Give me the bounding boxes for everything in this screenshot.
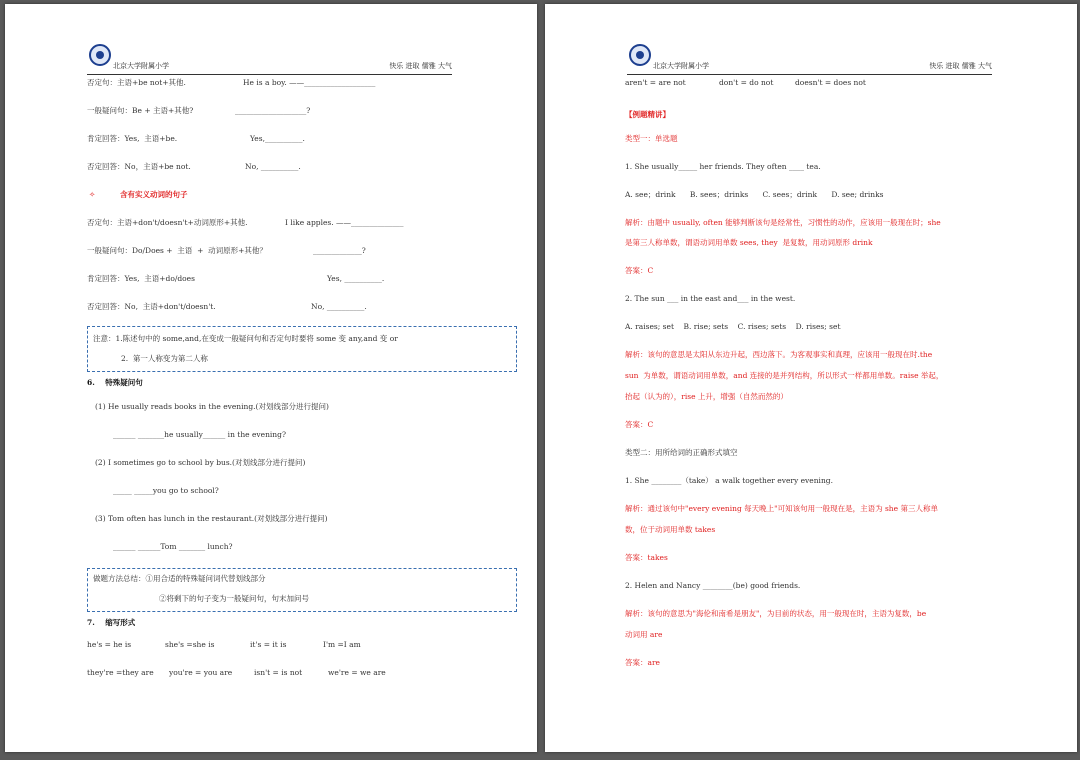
rule-question-blank: ___________________? xyxy=(235,106,311,115)
example-1-options: A. see；drink B. sees；drinks C. sees；drink D. see; drinks xyxy=(625,190,884,199)
rule-verb-no: 否定回答：No, 主语+don't/doesn't. xyxy=(87,302,216,311)
contraction: she's =she is xyxy=(165,640,215,649)
contraction: they're =they are xyxy=(87,668,154,677)
rule-negative-example: He is a boy. ——___________________ xyxy=(243,78,376,87)
example-2-explanation: 抬起（认为的），rise 上升，增强（自然而然的） xyxy=(625,392,788,401)
heading-contractions: 7. 缩写形式 xyxy=(87,618,136,627)
page-header xyxy=(87,44,452,75)
heading-special-questions: 6. 特殊疑问句 xyxy=(87,378,143,387)
contraction: don't = do not xyxy=(719,78,774,87)
note-line-2: 2. 第一人称变为第二人称 xyxy=(121,354,208,363)
fill-1: 1. She ________（take） a walk together every evening. xyxy=(625,476,833,485)
contraction: he's = he is xyxy=(87,640,132,649)
fill-2: 2. Helen and Nancy ________(be) good friends. xyxy=(625,581,801,590)
rule-yes-blank: Yes,__________. xyxy=(250,134,305,143)
school-motto: 快乐 进取 儒雅 大气 xyxy=(929,62,992,70)
example-2-explanation: 解析：该句的意思是太阳从东边升起，西边落下。为客观事实和真理，应该用一般现在时.the xyxy=(625,350,933,359)
fill-2-explanation: 动词用 are xyxy=(625,630,663,639)
fill-2-explanation: 解析：该句的意思为"海伦和南希是朋友"，为目前的状态，用一般现在时，主语为复数，be xyxy=(625,609,927,618)
section-title-examples: 【例题精讲】 xyxy=(625,110,670,119)
rule-question: 一般疑问句：Be + 主语+其他? xyxy=(87,106,194,115)
contraction: aren't = are not xyxy=(625,78,686,87)
rule-no-blank: No, __________. xyxy=(245,162,301,171)
exercise-3: (3) Tom often has lunch in the restaurant.(对划线部分进行提问) xyxy=(95,514,328,523)
example-1-explanation: 解析：由题中 usually, often 能够判断该句是经常性，习惯性的动作，应该用一般现在时；she xyxy=(625,218,941,227)
document-page-right xyxy=(545,4,1077,752)
section-title-verb: 含有实义动词的句子 xyxy=(120,190,188,199)
rule-no: 否定回答：No，主语+be not. xyxy=(87,162,191,171)
document-page-left xyxy=(5,4,537,752)
contraction: isn't = is not xyxy=(254,668,303,677)
example-2-explanation: sun 为单数，谓语动词用单数，and 连接的是并列结构，所以形式一样都用单数。raise 举起， xyxy=(625,371,944,380)
exercise-3-answer: ______ ______Tom _______ lunch? xyxy=(113,542,233,551)
rule-verb-yes: 肯定回答：Yes, 主语+do/does xyxy=(87,274,195,283)
note-box xyxy=(87,326,517,372)
example-1-explanation: 是第三人称单数，谓语动词用单数 sees, they 是复数，用动词原形 drink xyxy=(625,238,873,247)
fill-1-explanation: 解析：通过该句中"every evening 每天晚上"可知该句用一般现在是，主语为 she 第三人称单 xyxy=(625,504,938,513)
contraction: we're = we are xyxy=(328,668,386,677)
example-1-answer: 答案：C xyxy=(625,266,654,275)
contraction: doesn't = does not xyxy=(795,78,866,87)
example-2-options: A. raises; set B. rise; sets C. rises; sets D. rises; set xyxy=(625,322,841,331)
example-2-answer: 答案：C xyxy=(625,420,654,429)
page-header xyxy=(627,44,992,75)
fill-1-answer: 答案：takes xyxy=(625,553,668,562)
rule-verb-negative: 否定句：主语+don't/doesn't+动词原形+其他. xyxy=(87,218,248,227)
method-line-1: 做题方法总结：①用合适的特殊疑问词代替划线部分 xyxy=(93,574,266,583)
exercise-1-answer: ______ _______he usually______ in the evening? xyxy=(113,430,286,439)
rule-verb-negative-example: I like apples. ——______________ xyxy=(285,218,404,227)
school-name: 北京大学附属小学 xyxy=(653,62,709,70)
rule-verb-question-blank: _____________? xyxy=(313,246,366,255)
contraction: it's = it is xyxy=(250,640,287,649)
rule-yes: 肯定回答：Yes, 主语+be. xyxy=(87,134,178,143)
rule-negative: 否定句：主语+be not+其他. xyxy=(87,78,186,87)
type-2-heading: 类型二：用所给词的正确形式填空 xyxy=(625,448,738,457)
example-2: 2. The sun ___ in the east and___ in the west. xyxy=(625,294,796,303)
exercise-2: (2) I sometimes go to school by bus.(对划线部分进行提问) xyxy=(95,458,306,467)
type-1-heading: 类型一：单选题 xyxy=(625,134,678,143)
exercise-1: (1) He usually reads books in the evening.(对划线部分进行提问) xyxy=(95,402,329,411)
rule-verb-yes-blank: Yes, __________. xyxy=(327,274,385,283)
rule-verb-question: 一般疑问句：Do/Does + 主语 + 动词原形+其他？ xyxy=(87,246,267,255)
rule-verb-no-blank: No, __________. xyxy=(311,302,367,311)
school-name: 北京大学附属小学 xyxy=(113,62,169,70)
fill-1-explanation: 数，位于动词用单数 takes xyxy=(625,525,716,534)
school-logo-icon xyxy=(89,44,111,66)
method-line-2: ②将剩下的句子变为一般疑问句，句末加问号 xyxy=(159,594,309,603)
contraction: I'm =I am xyxy=(323,640,361,649)
note-line-1: 注意：1.陈述句中的 some,and,在变成一般疑问句和否定句时要将 some 变 any,and 变 or xyxy=(93,334,398,343)
example-1: 1. She usually_____ her friends. They often ____ tea. xyxy=(625,162,821,171)
diamond-icon: ✧ xyxy=(89,190,96,199)
contraction: you're = you are xyxy=(169,668,233,677)
school-motto: 快乐 进取 儒雅 大气 xyxy=(389,62,452,70)
exercise-2-answer: _____ _____you go to school? xyxy=(113,486,219,495)
school-logo-icon xyxy=(629,44,651,66)
fill-2-answer: 答案：are xyxy=(625,658,660,667)
